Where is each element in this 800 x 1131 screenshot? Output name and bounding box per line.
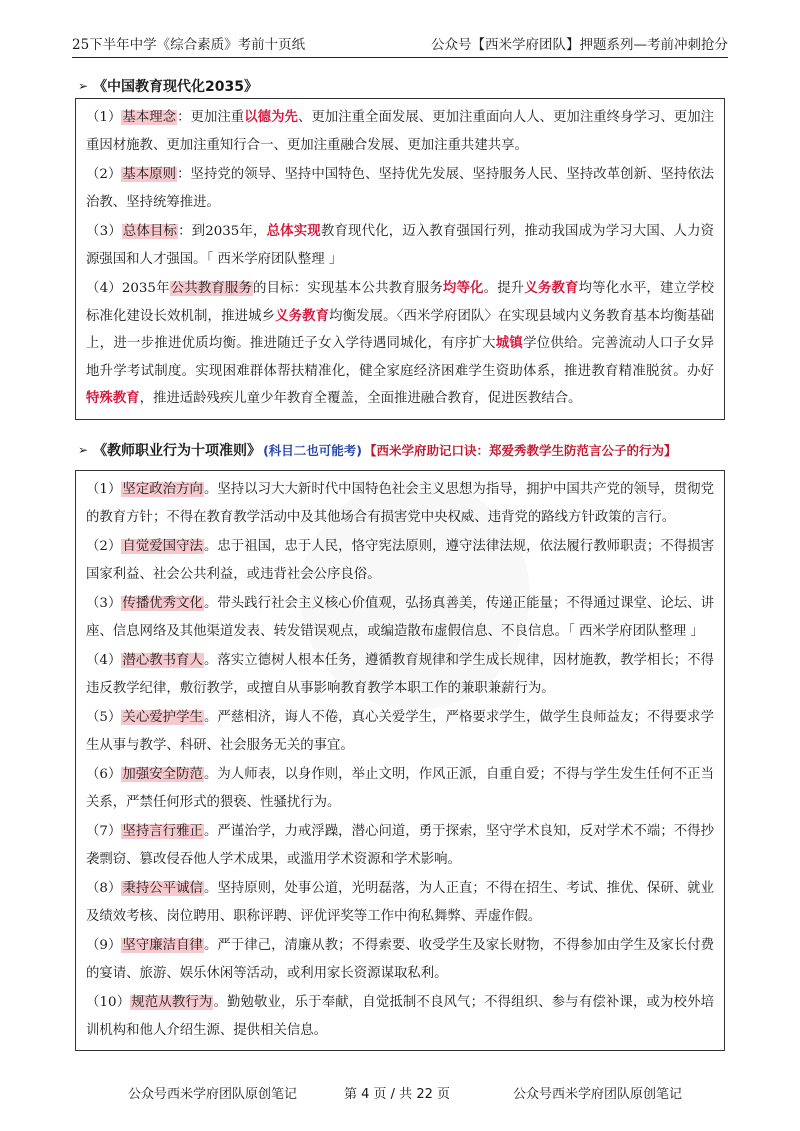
num: （1）	[86, 482, 122, 497]
text: ：更加注重	[177, 110, 245, 125]
emphasis: 均等化	[442, 280, 484, 296]
footer-left-text: 公众号西米学府团队原创笔记	[128, 1087, 298, 1102]
text: 学位供给。完善流动人口子女异地升学考试制度。实现困难群体帮扶精准化，健全家庭经济困难学生资助体系，推进教育精准脱贫。办好	[86, 336, 715, 379]
highlight-label: 坚守廉洁自律	[122, 938, 203, 953]
num: （10）	[86, 995, 131, 1010]
num: （1）	[86, 110, 122, 125]
text: 。为人师表，以身作则，举止文明，作风正派，自重自爱；不得与学生发生任何不正当关系，严禁任何形式的猥亵、性骚扰行为。	[86, 767, 715, 810]
text: 。严慈相济，诲人不倦，真心关爱学生，严格要求学生，做学生良师益友；不得要求学生从事与教学、科研、社会服务无关的事宜。	[86, 710, 715, 753]
section1-heading	[78, 76, 258, 96]
num: （4）	[86, 653, 122, 668]
num: （2）	[86, 539, 122, 554]
num: （2）	[86, 167, 122, 182]
text: 教育现代化，迈入教育强国行列，推动我国成为学习大国、人力资源强国和人才强国。「 西米学府团队整理 」	[86, 224, 715, 267]
text: ：坚持党的领导、坚持中国特色、坚持优先发展、坚持服务人民、坚持改革创新、坚持依法治教、坚持统筹推进。	[86, 167, 715, 210]
page-number: 第 4 页 / 共 22 页	[344, 1087, 450, 1102]
section2-heading	[78, 440, 677, 460]
highlight-label: 关心爱护学生	[122, 710, 203, 725]
highlight-label: 总体目标	[122, 224, 178, 239]
section2-box	[75, 470, 725, 1051]
highlight-label: 加强安全防范	[122, 767, 203, 782]
list-item	[86, 875, 714, 930]
paragraph-overall-goal	[86, 218, 714, 273]
highlight-label: 坚定政治方向	[122, 482, 203, 497]
text: 。严于律己，清廉从教；不得索要、收受学生及家长财物，不得参加由学生及家长付费的宴请、旅游、娱乐休闲等活动，或利用家长资源谋取私利。	[86, 938, 715, 981]
text: 。严谨治学，力戒浮躁，潜心问道，勇于探索，坚守学术良知，反对学术不端；不得抄袭剽窃、篡改侵吞他人学术成果，或滥用学术资源和学术影响。	[86, 824, 715, 867]
text: 。勤勉敬业，乐于奉献，自觉抵制不良风气；不得组织、参与有偿补课，或为校外培训机构和他人介绍生源、提供相关信息。	[86, 995, 715, 1038]
num: （5）	[86, 710, 122, 725]
num: （3）	[86, 224, 122, 239]
section1-title: 《中国教育现代化2035》	[93, 79, 259, 95]
page-header	[72, 34, 728, 58]
num: （9）	[86, 938, 122, 953]
text: 的目标：实现基本公共教育服务	[253, 281, 443, 296]
list-item	[86, 761, 714, 816]
paragraph-public-service	[86, 275, 714, 413]
text: 。坚持以习大大新时代中国特色社会主义思想为指导，拥护中国共产党的领导，贯彻党的教育方针；不得在教育教学活动中及其他场合有损害党中央权威、违背党的路线方针政策的言行。	[86, 482, 715, 525]
highlight-label: 秉持公平诚信	[122, 881, 203, 896]
text: 。坚持原则，处事公道，光明磊落，为人正直；不得在招生、考试、推优、保研、就业及绩效考核、岗位聘用、职称评聘、评优评奖等工作中徇私舞弊、弄虚作假。	[86, 881, 715, 924]
highlight-label: 自觉爱国守法	[122, 539, 203, 554]
num: （7）	[86, 824, 122, 839]
list-item	[86, 476, 714, 531]
list-item	[86, 704, 714, 759]
emphasis: 总体实现	[266, 223, 321, 239]
list-item	[86, 647, 714, 702]
highlight-label: 公共教育服务	[170, 281, 253, 296]
text: 均等化水平，建立学校标准化建设长效机制，推进城乡	[86, 281, 715, 324]
highlight-label: 基本理念	[122, 110, 177, 125]
emphasis: 义务教育	[275, 307, 330, 324]
arrow-bullet-icon: ➢	[78, 443, 89, 457]
text: 。忠于祖国，忠于人民，恪守宪法原则，遵守法律法规，依法履行教师职责；不得损害国家利益、社会公共利益，或违背社会公序良俗。	[86, 539, 715, 582]
section2-subject-note: (科目二也可能考)	[263, 443, 362, 458]
emphasis: 城镇	[495, 335, 524, 351]
paragraph-basic-principle	[86, 161, 714, 216]
highlight-label: 传播优秀文化	[122, 596, 203, 611]
num: （4）2035年	[86, 281, 170, 296]
text: 。提升	[483, 281, 525, 296]
list-item	[86, 989, 714, 1044]
highlight-label: 潜心教书育人	[122, 653, 203, 668]
text: 。带头践行社会主义核心价值观，弘扬真善美，传递正能量；不得通过课堂、论坛、讲座、信息网络及其他渠道发表、转发错误观点，或编造散布虚假信息、不良信息。「 西米学府团队整理 」	[86, 596, 715, 639]
section2-title: 《教师职业行为十项准则》	[93, 443, 262, 459]
list-item	[86, 932, 714, 987]
section2-mnemonic-note: 【西米学府助记口诀：郑爱秀教学生防范言公子的行为】	[364, 443, 677, 458]
highlight-label: 规范从教行为	[131, 995, 213, 1010]
list-item	[86, 818, 714, 873]
section1-box	[75, 98, 725, 420]
arrow-bullet-icon: ➢	[78, 79, 89, 93]
emphasis: 特殊教育	[86, 390, 140, 406]
list-item	[86, 533, 714, 588]
num: （6）	[86, 767, 122, 782]
text: 均衡发展。〈西米学府团队〉在实现县域内义务教育基本均衡基础上，进一步推进优质均衡。推进随迁子女入学待遇同城化，有序扩大	[86, 308, 714, 351]
header-right-text: 公众号【西米学府团队】押题系列—考前冲刺抢分	[431, 37, 728, 53]
text: ，推进适龄残疾儿童少年教育全覆盖，全面推进融合教育，促进医教结合。	[139, 391, 582, 406]
list-item	[86, 590, 714, 645]
highlight-label: 坚持言行雅正	[122, 824, 203, 839]
highlight-label: 基本原则	[122, 167, 177, 182]
emphasis: 以德为先	[244, 109, 298, 125]
paragraph-basic-idea	[86, 104, 714, 159]
text: 、更加注重全面发展、更加注重面向人人、更加注重终身学习、更加注重因材施教、更加注重知行合一、更加注重融合发展、更加注重共建共享。	[86, 110, 715, 153]
footer-right-text: 公众号西米学府团队原创笔记	[513, 1087, 683, 1102]
num: （3）	[86, 596, 122, 611]
text: ：到2035年，	[178, 224, 267, 239]
header-left-text: 25下半年中学《综合素质》考前十页纸	[72, 37, 306, 53]
num: （8）	[86, 881, 122, 896]
emphasis: 义务教育	[524, 280, 579, 296]
text: 。落实立德树人根本任务，遵循教育规律和学生成长规律，因材施教，教学相长；不得违反教学纪律，敷衍教学，或擅自从事影响教育教学本职工作的兼职兼薪行为。	[86, 653, 715, 696]
